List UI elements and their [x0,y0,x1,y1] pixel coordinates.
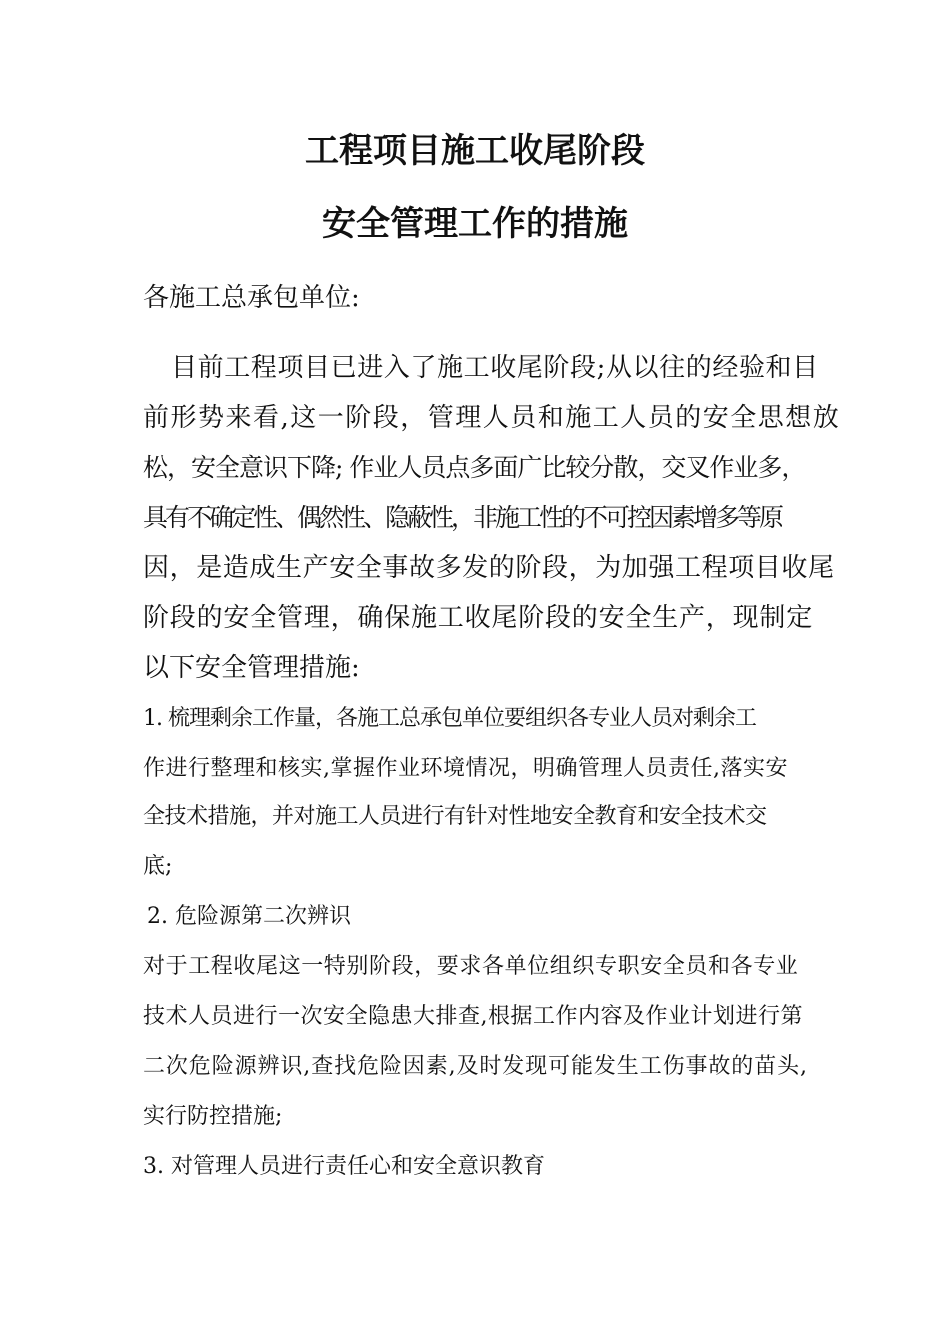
item-1-line: 1. 梳理剩余工作量，各施工总承包单位要组织各专业人员对剩余工 [143,706,756,731]
item-3-heading: 3. 对管理人员进行责任心和安全意识教育 [143,1154,545,1179]
item-2-line: 对于工程收尾这一特别阶段，要求各单位组织专职安全员和各专业 [143,954,799,979]
item-2-line: 二次危险源辨识,查找危险因素,及时发现可能发生工伤事故的苗头, [143,1054,808,1079]
intro-line: 松，安全意识下降; 作业人员点多面广比较分散，交叉作业多， [143,453,806,482]
item-1-line: 底; [143,854,173,879]
intro-line: 具有不确定性、偶然性、隐蔽性，非施工性的不可控因素增多等原 [143,503,782,532]
document-title-line-1: 工程项目施工收尾阶段 [305,131,645,171]
item-2-line: 实行防控措施; [143,1104,283,1129]
item-1-line: 作进行整理和核实,掌握作业环境情况，明确管理人员责任,落实安 [143,756,788,781]
intro-line: 前形势来看,这一阶段，管理人员和施工人员的安全思想放 [143,403,841,433]
intro-line: 目前工程项目已进入了施工收尾阶段;从以往的经验和目 [171,353,819,383]
item-2-heading: 2. 危险源第二次辨识 [147,904,351,929]
item-2-line: 技术人员进行一次安全隐患大排查,根据工作内容及作业计划进行第 [143,1004,803,1029]
salutation: 各施工总承包单位: [143,283,360,313]
intro-line: 阶段的安全管理，确保施工收尾阶段的安全生产，现制定 [143,603,814,633]
document-title-line-2: 安全管理工作的措施 [322,204,628,244]
item-1-line: 全技术措施，并对施工人员进行有针对性地安全教育和安全技术交 [143,804,767,829]
intro-line: 以下安全管理措施: [143,653,360,683]
intro-line: 因，是造成生产安全事故多发的阶段，为加强工程项目收尾 [143,553,835,583]
